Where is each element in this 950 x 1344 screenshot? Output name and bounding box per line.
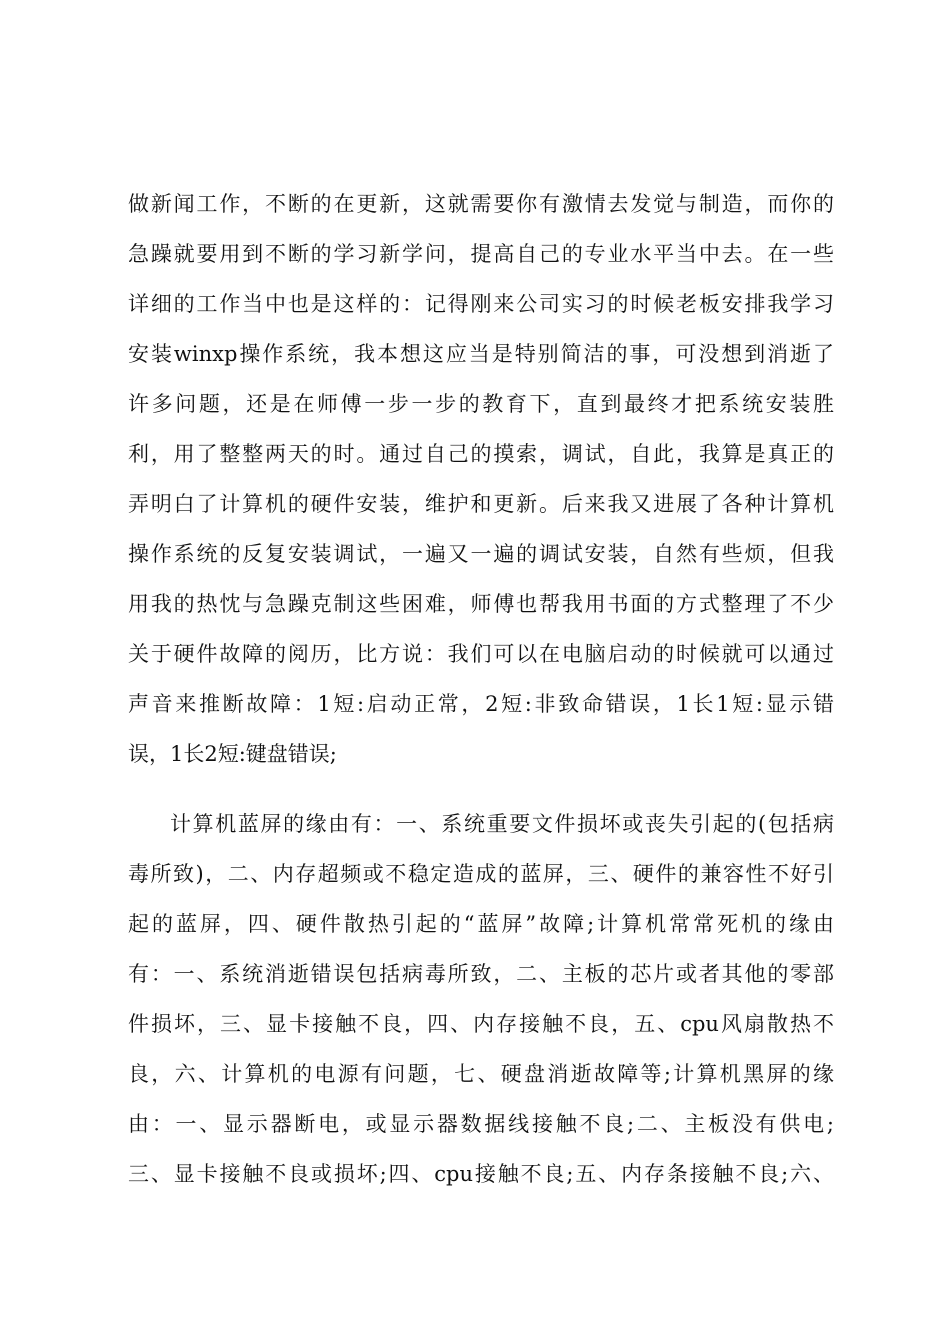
- text-line: 毒所致)，二、内存超频或不稳定造成的蓝屏，三、硬件的兼容性不好引: [128, 862, 834, 886]
- text-line: 良，六、计算机的电源有问题，七、硬盘消逝故障等;计算机黑屏的缘: [128, 1062, 834, 1086]
- text-line: 安装winxp操作系统，我本想这应当是特别简洁的事，可没想到消逝了: [128, 342, 834, 366]
- text-line: 许多问题，还是在师傅一步一步的教育下，直到最终才把系统安装胜: [128, 392, 834, 416]
- text-line: 利，用了整整两天的时。通过自己的摸索，调试，自此，我算是真正的: [128, 442, 834, 466]
- text-line: 声音来推断故障：1短:启动正常，2短:非致命错误，1长1短:显示错: [128, 692, 834, 716]
- text-line: 误，1长2短:键盘错误;: [128, 742, 337, 766]
- text-line: 计算机蓝屏的缘由有：一、系统重要文件损坏或丧失引起的(包括病: [170, 812, 834, 836]
- text-line: 详细的工作当中也是这样的：记得刚来公司实习的时候老板安排我学习: [128, 292, 834, 316]
- text-line: 三、显卡接触不良或损坏;四、cpu接触不良;五、内存条接触不良;六、: [128, 1162, 834, 1186]
- text-line: 急躁就要用到不断的学习新学问，提高自己的专业水平当中去。在一些: [128, 242, 834, 266]
- paragraph-gap: [128, 779, 834, 799]
- paragraph-1: [128, 179, 834, 779]
- text-line: 操作系统的反复安装调试，一遍又一遍的调试安装，自然有些烦，但我: [128, 542, 834, 566]
- text-line: 弄明白了计算机的硬件安装，维护和更新。后来我又进展了各种计算机: [128, 492, 834, 516]
- text-line: 有：一、系统消逝错误包括病毒所致，二、主板的芯片或者其他的零部: [128, 962, 834, 986]
- text-line: 起的蓝屏，四、硬件散热引起的“蓝屏”故障;计算机常常死机的缘由: [128, 912, 834, 936]
- text-line: 用我的热忱与急躁克制这些困难，师傅也帮我用书面的方式整理了不少: [128, 592, 834, 616]
- document-body: [128, 179, 834, 1199]
- text-line: 做新闻工作，不断的在更新，这就需要你有激情去发觉与制造，而你的: [128, 192, 834, 216]
- text-line: 关于硬件故障的阅历，比方说：我们可以在电脑启动的时候就可以通过: [128, 642, 834, 666]
- text-line: 由：一、显示器断电，或显示器数据线接触不良;二、主板没有供电;: [128, 1112, 834, 1136]
- paragraph-2: [128, 799, 834, 1199]
- text-line: 件损坏，三、显卡接触不良，四、内存接触不良，五、cpu风扇散热不: [128, 1012, 834, 1036]
